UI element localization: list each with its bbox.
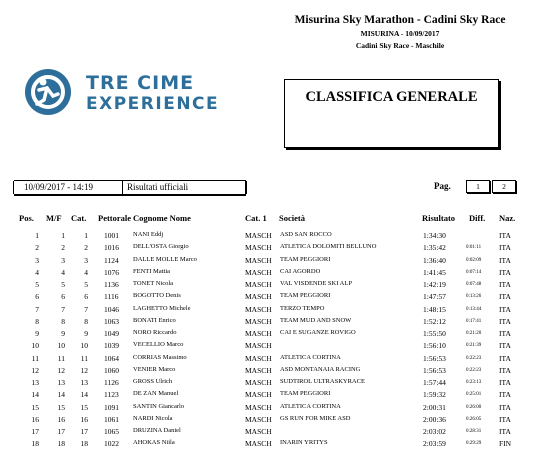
cell-naz: ITA — [499, 280, 511, 289]
cell-diff: 0:22:23 — [466, 367, 482, 373]
cell-name: DE ZAN Manuel — [133, 390, 179, 398]
cell-naz: ITA — [499, 341, 511, 351]
cell-naz: ITA — [499, 267, 511, 277]
table-row — [0, 292, 534, 304]
cell-mf: 14 — [57, 390, 65, 400]
cell-time: 1:47:57 — [423, 292, 446, 302]
cell-diff: 0:17:41 — [466, 318, 482, 324]
cell-diff: 0:13:26 — [466, 294, 482, 300]
page-1-button[interactable]: 1 — [466, 180, 490, 193]
cell-cat: 3 — [84, 255, 88, 265]
cell-name: TONET Nicola — [133, 280, 174, 287]
cell-pos: 17 — [31, 427, 39, 436]
cell-naz: ITA — [499, 402, 511, 412]
cell-cat: 8 — [84, 316, 88, 326]
cell-mf: 16 — [57, 414, 65, 424]
cell-pos: 6 — [35, 292, 39, 302]
table-row — [0, 256, 534, 268]
cell-time: 1:56:53 — [423, 365, 446, 375]
cell-name: BONATI Enrico — [133, 316, 176, 324]
cell-naz: ITA — [499, 378, 511, 387]
cell-cat1: MASCH — [245, 439, 272, 449]
table-row — [0, 280, 534, 292]
cell-time: 2:03:02 — [423, 427, 446, 436]
cell-pos: 12 — [31, 365, 39, 375]
cell-team: TEAM PEGGIORI — [280, 255, 331, 263]
cell-cat1: MASCH — [245, 414, 272, 424]
cell-diff: 0:21:20 — [466, 331, 482, 336]
cell-cat: 5 — [84, 280, 88, 289]
cell-mf: 6 — [61, 292, 65, 302]
cell-bib: 1060 — [104, 365, 119, 375]
cell-naz: ITA — [499, 414, 511, 424]
cell-naz: ITA — [499, 390, 511, 400]
cell-mf: 3 — [61, 255, 65, 265]
cell-time: 1:52:12 — [423, 316, 446, 326]
cell-diff: 0:22:23 — [466, 355, 482, 361]
cell-team: TEAM PEGGIORI — [280, 292, 331, 300]
cell-team: ATLETICA CORTINA — [280, 353, 341, 361]
cell-diff: 0:28:31 — [466, 429, 482, 434]
cell-diff: 0:01:11 — [466, 245, 482, 251]
cell-diff: 0:25:01 — [466, 392, 482, 398]
cell-cat1: MASCH — [245, 427, 272, 436]
cell-name: FENTI Mattia — [133, 267, 171, 275]
cell-bib: 1124 — [104, 255, 119, 265]
cell-pos: 15 — [31, 402, 39, 412]
cell-time: 1:48:15 — [423, 304, 446, 314]
table-row — [0, 354, 534, 366]
cell-time: 2:00:31 — [423, 402, 446, 412]
print-datetime: 10/09/2017 - 14:19 — [24, 182, 93, 192]
cell-pos: 14 — [31, 390, 39, 400]
cell-bib: 1065 — [104, 427, 119, 436]
cell-naz: ITA — [499, 243, 511, 253]
cell-cat1: MASCH — [245, 243, 272, 253]
tre-cime-logo — [22, 66, 220, 118]
cell-cat: 16 — [80, 414, 88, 424]
cell-time: 1:59:32 — [423, 390, 446, 400]
cell-cat1: MASCH — [245, 316, 272, 326]
cell-time: 1:36:40 — [423, 255, 446, 265]
cell-name: CORRIAS Massimo — [133, 353, 187, 361]
cell-pos: 1 — [35, 231, 39, 240]
event-subtitle: MISURINA - 10/09/2017 — [360, 29, 440, 38]
cell-time: 1:35:42 — [423, 243, 446, 253]
cell-bib: 1022 — [104, 439, 119, 449]
cell-naz: ITA — [499, 353, 511, 363]
table-row — [0, 415, 534, 427]
cell-team: GS RUN FOR MIKE ASD — [280, 414, 351, 422]
cell-team: ASD SAN ROCCO — [280, 231, 332, 238]
cell-diff: 0:07:14 — [466, 269, 482, 275]
table-row — [0, 317, 534, 329]
col-header-naz: Naz. — [499, 213, 516, 223]
cell-name: NANI Eddj — [133, 231, 164, 238]
cell-cat1: MASCH — [245, 341, 272, 351]
col-header-nome: Cognome Nome — [133, 213, 191, 223]
cell-diff: 0:02:09 — [466, 257, 482, 263]
cell-pos: 7 — [35, 304, 39, 314]
cell-pos: 13 — [31, 378, 39, 387]
cell-name: DELL'OSTA Giorgio — [133, 243, 189, 251]
classifica-box — [284, 79, 499, 148]
cell-bib: 1091 — [104, 402, 119, 412]
cell-naz: ITA — [499, 316, 511, 326]
cell-cat1: MASCH — [245, 292, 272, 302]
table-row — [0, 268, 534, 280]
cell-time: 1:42:19 — [423, 280, 446, 289]
info-bar-edge — [245, 181, 247, 194]
cell-pos: 2 — [35, 243, 39, 253]
cell-naz: ITA — [499, 329, 511, 338]
cell-team: INARIN YRITYS — [280, 439, 328, 447]
cell-bib: 1046 — [104, 304, 119, 314]
table-row — [0, 231, 534, 243]
cell-cat: 10 — [80, 341, 88, 351]
cell-name: AHOKAS Niila — [133, 439, 175, 447]
col-header-pos: Pos. — [19, 213, 34, 223]
cell-naz: ITA — [499, 365, 511, 375]
cell-cat1: MASCH — [245, 231, 272, 240]
cell-team: ATLETICA CORTINA — [280, 402, 341, 410]
cell-mf: 9 — [61, 329, 65, 338]
cell-name: NARDI Nicola — [133, 414, 173, 422]
cell-diff: 0:26:05 — [466, 416, 482, 422]
cell-bib: 1016 — [104, 243, 119, 253]
cell-pos: 9 — [35, 329, 39, 338]
cell-diff: 0:29:29 — [466, 441, 482, 447]
cell-cat: 6 — [84, 292, 88, 302]
cell-mf: 10 — [57, 341, 65, 351]
cell-mf: 4 — [61, 267, 65, 277]
cell-cat: 12 — [80, 365, 88, 375]
cell-team: TERZO TEMPO — [280, 304, 325, 312]
cell-naz: ITA — [499, 427, 511, 436]
cell-cat1: MASCH — [245, 390, 272, 400]
info-bar — [14, 180, 246, 196]
cell-diff: 0:21:39 — [466, 343, 482, 349]
cell-bib: 1076 — [104, 267, 119, 277]
cell-name: DRUZINA Daniel — [133, 427, 181, 434]
cell-cat1: MASCH — [245, 353, 272, 363]
cell-time: 1:41:45 — [423, 267, 446, 277]
col-header-pettorale: Pettorale — [98, 213, 132, 223]
col-header-cat1: Cat. 1 — [245, 213, 267, 223]
cell-time: 1:56:10 — [423, 341, 446, 351]
cell-bib: 1123 — [104, 390, 119, 400]
cell-naz: ITA — [499, 292, 511, 302]
col-header-mf: M/F — [46, 213, 62, 223]
cell-name: DALLE MOLLE Marco — [133, 255, 197, 263]
cell-cat: 14 — [80, 390, 88, 400]
cell-name: BOGOTTO Denis — [133, 292, 181, 300]
cell-pos: 10 — [31, 341, 39, 351]
table-row — [0, 403, 534, 415]
table-row — [0, 329, 534, 341]
cell-cat1: MASCH — [245, 378, 272, 387]
cell-cat: 4 — [84, 267, 88, 277]
cell-diff: 0:26:00 — [466, 404, 482, 410]
cell-cat1: MASCH — [245, 280, 272, 289]
cell-cat1: MASCH — [245, 402, 272, 412]
cell-mf: 13 — [57, 378, 65, 387]
cell-diff: 0:07:48 — [466, 282, 482, 287]
cell-time: 1:57:44 — [423, 378, 446, 387]
cell-diff: 0:23:13 — [466, 380, 482, 385]
cell-time: 2:03:59 — [423, 439, 446, 449]
cell-team: CAI E SUGANZE ROVIGO — [280, 329, 356, 336]
cell-mf: 5 — [61, 280, 65, 289]
table-row — [0, 378, 534, 390]
table-row — [0, 439, 534, 451]
cell-team: VAL VISDENDE SKI ALP — [280, 280, 352, 287]
cell-team: SUDTIROL ULTRASKYRACE — [280, 378, 365, 385]
table-row — [0, 341, 534, 353]
cell-diff: 0:13:44 — [466, 306, 482, 312]
cell-cat1: MASCH — [245, 365, 272, 375]
cell-pos: 4 — [35, 267, 39, 277]
cell-time: 1:34:30 — [423, 231, 446, 240]
cell-mf: 18 — [57, 439, 65, 449]
cell-name: VENIER Marco — [133, 365, 176, 373]
cell-naz: ITA — [499, 231, 511, 240]
cell-bib: 1064 — [104, 353, 119, 363]
cell-cat: 11 — [80, 353, 88, 363]
cell-mf: 15 — [57, 402, 65, 412]
cell-naz: ITA — [499, 304, 511, 314]
table-row — [0, 427, 534, 439]
page-2-button[interactable]: 2 — [492, 180, 516, 193]
col-header-risultato: Risultato — [422, 213, 456, 223]
cell-team: CAI AGORDO — [280, 267, 321, 275]
cell-team: ATLETICA DOLOMITI BELLUNO — [280, 243, 377, 251]
pagination-label: Pag. — [434, 181, 451, 191]
table-row — [0, 243, 534, 255]
cell-bib: 1126 — [104, 378, 119, 387]
cell-pos: 11 — [31, 353, 39, 363]
cell-bib: 1061 — [104, 414, 119, 424]
event-title: Misurina Sky Marathon - Cadini Sky Race — [294, 14, 506, 26]
cell-pos: 18 — [31, 439, 39, 449]
cell-bib: 1136 — [104, 280, 119, 289]
cell-pos: 3 — [35, 255, 39, 265]
cell-time: 1:56:53 — [423, 353, 446, 363]
cell-cat: 17 — [80, 427, 88, 436]
cell-cat: 13 — [80, 378, 88, 387]
cell-cat1: MASCH — [245, 304, 272, 314]
table-row — [0, 305, 534, 317]
cell-mf: 7 — [61, 304, 65, 314]
cell-time: 1:55:50 — [423, 329, 446, 338]
cell-bib: 1039 — [104, 341, 119, 351]
cell-mf: 2 — [61, 243, 65, 253]
cell-bib: 1049 — [104, 329, 119, 338]
cell-pos: 8 — [35, 316, 39, 326]
cell-bib: 1063 — [104, 316, 119, 326]
logo-text-line2: EXPERIENCE — [86, 94, 220, 114]
table-row — [0, 366, 534, 378]
cell-cat: 15 — [80, 402, 88, 412]
cell-name: SANTIN Giancarlo — [133, 402, 185, 410]
cell-cat: 9 — [84, 329, 88, 338]
cell-name: LAGHETTO Michele — [133, 304, 191, 312]
info-bar-edge — [13, 181, 14, 194]
runner-logo-icon — [22, 66, 74, 118]
race-name: Cadini Sky Race - Maschile — [355, 41, 445, 50]
cell-cat1: MASCH — [245, 255, 272, 265]
cell-bib: 1001 — [104, 231, 119, 240]
cell-name: NORO Riccardo — [133, 329, 177, 336]
cell-team: ASD MONTANAIA RACING — [280, 365, 361, 373]
cell-mf: 12 — [57, 365, 65, 375]
info-divider — [122, 181, 123, 194]
cell-pos: 5 — [35, 280, 39, 289]
cell-team: TEAM PEGGIORI — [280, 390, 331, 398]
cell-time: 2:00:36 — [423, 414, 446, 424]
col-header-societa: Società — [279, 213, 305, 223]
cell-mf: 1 — [61, 231, 65, 240]
cell-cat: 2 — [84, 243, 88, 253]
cell-bib: 1116 — [104, 292, 119, 302]
cell-pos: 16 — [31, 414, 39, 424]
cell-naz: ITA — [499, 255, 511, 265]
col-header-cat: Cat. — [71, 213, 87, 223]
cell-name: VECELLIO Marco — [133, 341, 184, 349]
results-status: Risultati ufficiali — [127, 182, 189, 192]
cell-mf: 17 — [57, 427, 65, 436]
cell-cat1: MASCH — [245, 329, 272, 338]
cell-cat1: MASCH — [245, 267, 272, 277]
cell-cat: 18 — [80, 439, 88, 449]
cell-cat: 1 — [84, 231, 88, 240]
cell-cat: 7 — [84, 304, 88, 314]
cell-naz: FIN — [499, 439, 512, 449]
logo-text-line1: TRE CIME — [86, 72, 195, 94]
cell-mf: 11 — [57, 353, 65, 363]
cell-name: GROSS Ulrich — [133, 378, 173, 385]
classifica-title: CLASSIFICA GENERALE — [305, 89, 478, 105]
cell-team: TEAM MUD AND SNOW — [280, 316, 352, 324]
col-header-diff: Diff. — [469, 213, 486, 223]
table-row — [0, 390, 534, 402]
cell-mf: 8 — [61, 316, 65, 326]
